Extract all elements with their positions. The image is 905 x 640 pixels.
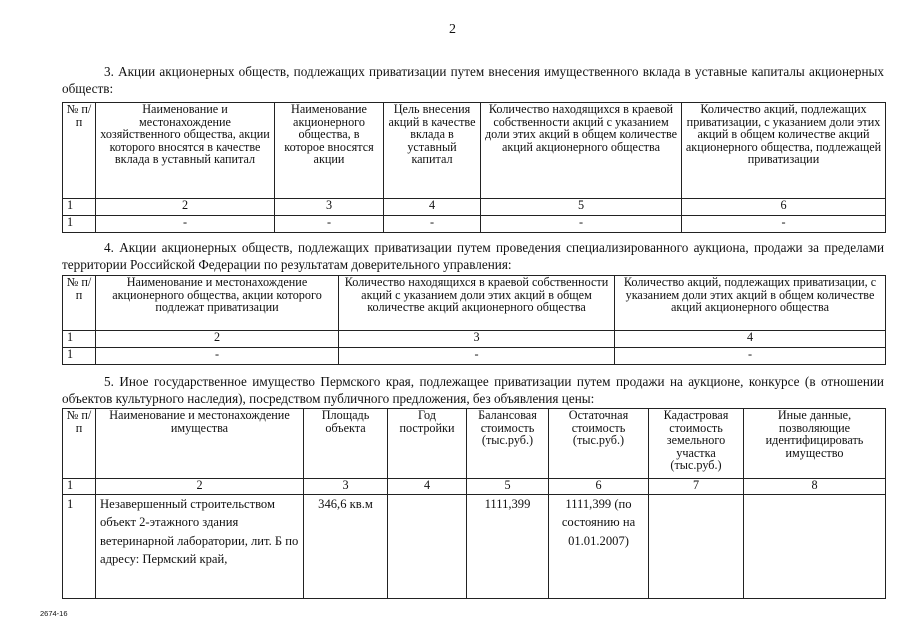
table-row (63, 348, 886, 365)
s4-colnum: 4 (615, 331, 886, 348)
section5-colnum-row (63, 479, 886, 495)
s4-header-shares-owned: Количество находящихся в краевой собственности акций с указанием доли этих акций в общем количестве акций акционерного общества (339, 276, 615, 331)
s3-colnum: 1 (63, 199, 96, 216)
s4-cell: 1 (63, 348, 96, 365)
s4-colnum: 1 (63, 331, 96, 348)
table-row (63, 495, 886, 599)
s5-row-area: 346,6 кв.м (304, 495, 388, 599)
section3-colnum-row (63, 199, 886, 216)
s5-header-cadastral: Кадастровая стоимость земельного участка (тыс.руб.) (649, 409, 744, 479)
s3-cell: - (275, 216, 384, 233)
s5-colnum: 5 (467, 479, 549, 495)
s3-header-shares-owned: Количество находящихся в краевой собственности акций с указанием доли этих акций в общем количестве акций акционерного общества (481, 103, 682, 199)
s3-header-target-company: Наименование акционерного общества, в которое вносятся акции (275, 103, 384, 199)
s3-colnum: 4 (384, 199, 481, 216)
s3-colnum: 3 (275, 199, 384, 216)
s5-colnum: 3 (304, 479, 388, 495)
s5-colnum: 2 (96, 479, 304, 495)
s3-header-num: № п/п (63, 103, 96, 199)
s4-cell: - (339, 348, 615, 365)
s3-cell: - (682, 216, 886, 233)
s5-colnum: 4 (388, 479, 467, 495)
section3-header-row (63, 103, 886, 199)
s4-header-company: Наименование и местонахождение акционерного общества, акции которого подлежат приватизации (96, 276, 339, 331)
s3-header-purpose: Цель внесения акций в качестве вклада в уставный капитал (384, 103, 481, 199)
section5-heading: 5. Иное государственное имущество Пермского края, подлежащее приватизации путем продажи на аукционе, конкурсе (в отношении объектов культурного наследия), посредством публичного предложения, без объявления цены: (62, 374, 884, 406)
s4-header-shares-privatized: Количество акций, подлежащих приватизации, с указанием доли этих акций в общем количестве акций акционерного общества (615, 276, 886, 331)
s5-header-num: № п/п (63, 409, 96, 479)
s3-cell: 1 (63, 216, 96, 233)
section3-heading: 3. Акции акционерных обществ, подлежащих приватизации путем внесения имущественного вклада в уставные капиталы акционерных обществ: (62, 64, 884, 96)
section4-heading: 4. Акции акционерных обществ, подлежащих приватизации путем проведения специализированного аукциона, продажи за пределами территории Российской Федерации по результатам доверительного управления: (62, 240, 884, 272)
s5-header-residual: Остаточная стоимость (тыс.руб.) (549, 409, 649, 479)
s4-colnum: 2 (96, 331, 339, 348)
s5-row-cadastral (649, 495, 744, 599)
s5-row-num: 1 (63, 495, 96, 599)
s5-header-area: Площадь объекта (304, 409, 388, 479)
s4-colnum: 3 (339, 331, 615, 348)
section4-colnum-row (63, 331, 886, 348)
s3-header-shares-privatized: Количество акций, подлежащих приватизации, с указанием доли этих акций в общем количестве акций акционерного общества, подлежащей приватизации (682, 103, 886, 199)
section3-table (62, 102, 886, 233)
s3-header-company: Наименование и местонахождение хозяйственного общества, акции которого вносятся в качестве вклада в уставный капитал (96, 103, 275, 199)
s3-colnum: 2 (96, 199, 275, 216)
section4-table (62, 275, 886, 365)
s5-header-year: Год постройки (388, 409, 467, 479)
s4-cell: - (96, 348, 339, 365)
s5-row-other (744, 495, 886, 599)
s5-colnum: 1 (63, 479, 96, 495)
s4-header-num: № п/п (63, 276, 96, 331)
s5-colnum: 7 (649, 479, 744, 495)
s5-colnum: 6 (549, 479, 649, 495)
s3-colnum: 5 (481, 199, 682, 216)
s3-cell: - (384, 216, 481, 233)
footer-code: 2674-16 (40, 609, 68, 618)
s3-cell: - (96, 216, 275, 233)
section5-header-row (63, 409, 886, 479)
s5-row-name: Незавершенный строительством объект 2-этажного здания ветеринарной лаборатории, лит. Б по адресу: Пермский край, (96, 495, 304, 599)
s5-row-balance: 1111,399 (467, 495, 549, 599)
s5-header-balance: Балансовая стоимость (тыс.руб.) (467, 409, 549, 479)
s3-colnum: 6 (682, 199, 886, 216)
section4-header-row (63, 276, 886, 331)
s3-cell: - (481, 216, 682, 233)
s5-header-other: Иные данные, позволяющие идентифицировать имущество (744, 409, 886, 479)
s5-row-residual: 1111,399 (по состоянию на 01.01.2007) (549, 495, 649, 599)
section5-table (62, 408, 886, 599)
page-number: 2 (449, 22, 456, 37)
s5-row-year (388, 495, 467, 599)
s5-colnum: 8 (744, 479, 886, 495)
table-row (63, 216, 886, 233)
s4-cell: - (615, 348, 886, 365)
s5-header-name: Наименование и местонахождение имущества (96, 409, 304, 479)
